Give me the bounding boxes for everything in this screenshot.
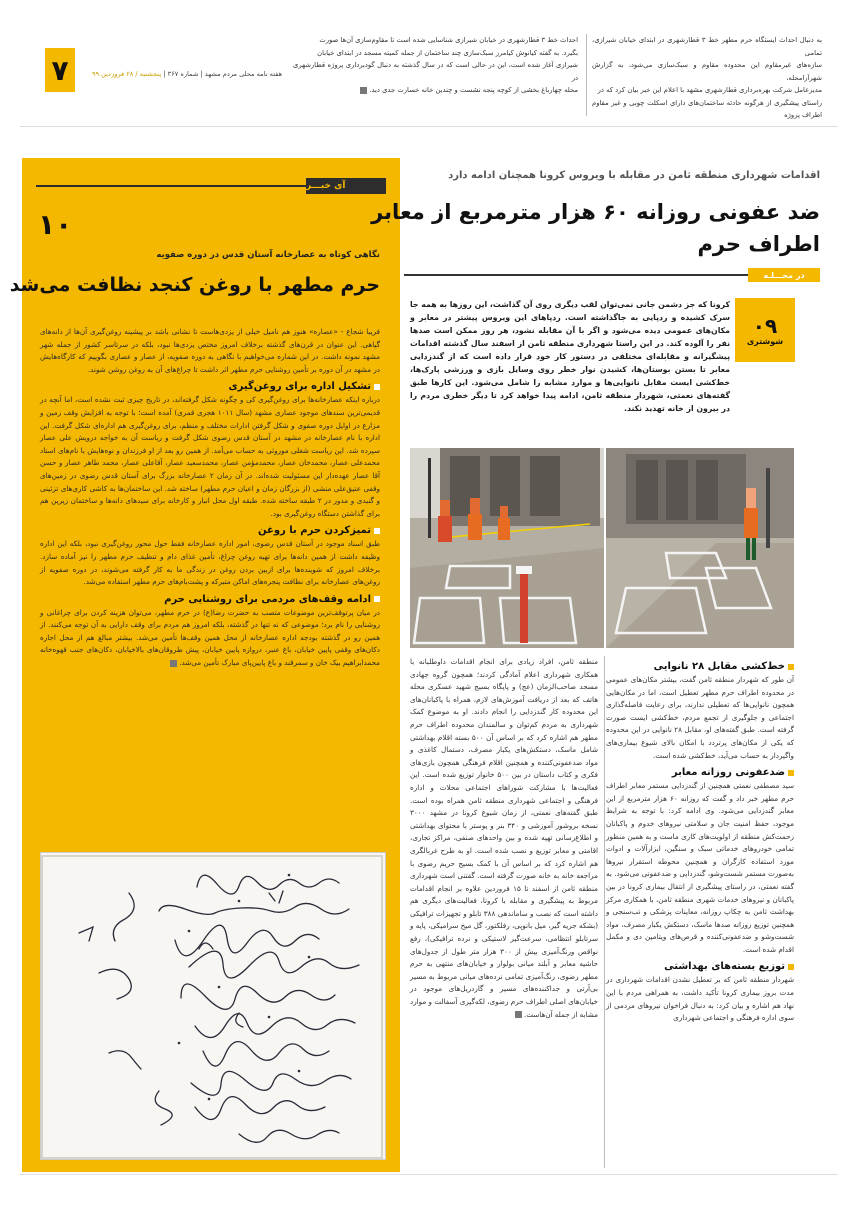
district-name: شوشتری <box>746 336 784 346</box>
handwriting-scribbles <box>40 853 385 1160</box>
bullet-square-icon <box>374 384 380 390</box>
main-lead: کرونا که جز دشمن جانی نمی‌توان لقب دیگری روی آن گذاشت، این روزها به همه جا سرک کشیده و ردپایی به جاگذاشته است. ردپاهای این ویروس پیشتر در معابر و مکان‌های عمومی دیده می‌شود و اگر با آن مقابله نشود، هر روز ممکن است صدها نفر را آلوده کند. در این راستا شهرداری منطقه ثامن از اسفند سال گذشته اقدامات پیشگیرانه و مقابله‌ای مختلفی در دستور کار خود قرار داده است که از گندزدایی معابر تا بستن بوستان‌ها، کشیدن نوار خطر روی وسایل بازی و ورزشی پارک‌ها، خط‌کشی ایست مقابل نانوایی‌ها و موارد مشابه را شامل می‌شود. این کارها طبق گفته‌های نعمتی، شهردار منطقه ثامن، ادامه پیدا خواهد کرد تا دیگر خطری مردم را در بیرون از خانه تهدید نکند. <box>410 300 730 413</box>
side-box-section-text: درباره اینکه عصارخانه‌ها برای روغن‌گیری کی و چگونه شکل گرفته‌اند، در تاریخ چیزی ثبت نشده است، اما آنچه در قدیمی‌ترین سندهای موجود عصاری مشهد (سال ۱۰۱۱ هجری قمری) آمده است؛ با توجه به افزایش وقف زمین و مزارع در اوایل دوره صفوی و شکل گرفتن ادارات مختلف و منظم، برای روغن‌گیری هم اداره‌ای شکل گرفت. این اداره با نام عصارخانه در مشهد در آستان قدس رضوی شکل گرفت و ریاست آن به خواجه درویش علی عصار سپرده شد. این ریاست شغلی موروثی به حساب می‌آمد. از همین رو بعد از او فرزندان و نوه‌هایش با نام‌های استاد محمدعلی عصار، محمدخان عصار، محمدمؤمن عصار، محمدسعید عصار، آقاعلی عصار، محمد طاهر عصار و حسن آقا عصار عهده‌دار این مسئولیت شده‌اند. در آن زمان ۲ عصارخانه بزرگ برای آستان قدس رضوی در زمین‌های وقفی عتیق‌علی منشی (از بزرگان زمان و اعیان حرم مطهر) ساخته شد. این ساختمان‌ها به کاشی کاری‌های تزئینی و گنبدی و مدور در ۲ طبقه ساخته شده. طبقه اول محل انبار و کارخانه برای سیدهای دانه‌ها و ساختمان زیرین هم برای گذاشتن دستگاه روغن‌گیری بود. <box>40 395 380 518</box>
page-number: ۷ <box>51 53 69 87</box>
side-box-section-heading: تشکیل اداره برای روغن‌گیری <box>40 379 380 394</box>
end-mark-icon <box>170 660 177 667</box>
page-header <box>0 0 858 120</box>
side-box-title: حرم مطهر با روغن کنجد نظافت می‌شد <box>9 274 380 296</box>
district-badge <box>735 298 795 362</box>
street-photo-right <box>606 448 794 648</box>
side-box-section-heading: ادامه وقف‌های مردمی برای روشنایی حرم <box>40 592 380 607</box>
issue-line-prefix: هفته نامه محلی مردم مشهد | شماره ۳۶۷ | <box>163 70 282 78</box>
header-col-right <box>592 34 822 122</box>
section-label: در محـــلـه <box>748 268 820 282</box>
bullet-square-icon <box>788 664 794 670</box>
district-number: ۰۹ <box>752 313 778 338</box>
main-section-text: شهردار منطقه ثامن که بر تعطیل نشدن اقدامات شهرداری در مدت بروز بیماری کرونا تأکید داشت، به همراهی مردم با این نهاد هم اشاره و بیان کرد: به دنبال فراخوان نیروهای مردمی از سوی اداره فرهنگی و اجتماعی شهرداری <box>606 975 794 1023</box>
bullet-square-icon <box>788 770 794 776</box>
header-col-left-line: شیرازی آغاز شده است، این در حالی است که در سال گذشته به دنبال گودبرداری پروژه قطارشهری در <box>293 61 578 82</box>
side-box-tag: آی خبـــر <box>306 178 386 194</box>
main-section-heading: خط‌کشی مقابل ۲۸ نانوایی <box>606 659 794 674</box>
header-col-right-line: مدیرعامل شرکت بهره‌برداری قطارشهری مشهد با اعلام این خبر بیان کرد که در <box>597 86 822 94</box>
photo-right <box>606 448 794 648</box>
header-col-left-line: بگیرد. به گفته کیانوش کیامرز سبک‌سازی چند ساختمان از جمله کمیته مسجد در ابتدای خیابان <box>317 48 578 57</box>
main-col-left: منطقه ثامن، افراد زیادی برای انجام اقدامات داوطلبانه با همکاری شهرداری اعلام آمادگی کردند؛ همچون گروه جهادی مسجد صاحب‌الزمان (عج) و پایگاه بسیج شهید عسکری محله هاتف که بعد از دریافت آموزش‌های لازم، همراه با پاکبانان‌های این محدوده کار گندزدایی را انجام دادند. او به موضوع کمک شهرداری به مردم کم‌توان و سالمندان محدوده اطراف حرم مطهر هم اشاره کرد که بر اساس آن ۵۰۰ بسته اقلام بهداشتی شامل ماسک، دستکش‌های یکبار مصرف، دستمال کاغذی و مواد ضدعفونی‌کننده و همچنین اقلام فرهنگی همچون بازی‌های فکری و کتاب داستان در بین ۵۰۰ خانوار توزیع شده است. این فعالیت‌ها با مشارکت شوراهای اجتماعی محلات و اداره فرهنگی و اجتماعی شهرداری منطقه ثامن همراه بوده است. طبق گفته‌های نعمتی، از زمان شیوع کرونا در مشهد ۳۰۰۰ نسخه بروشور آموزشی و ۳۴۰ بنر و پوستر با محتوای بهداشتی و اطلاع‌رسانی تهیه شده و بین واحدهای صنفی، مراکز تجاری، اقامتی و معابر توزیع و نصب شده است. او به طرح غربالگری هم اشاره کرد که بر اساس آن با کمک بسیج حریم رضوی با مراجعه خانه به خانه صورت گرفته است. گفتنی است شهرداری منطقه ثامن از اسفند تا ۱۵ فروردین علاوه بر انجام اقدامات مربوط به پیشگیری و مقابله با کرونا، فعالیت‌های دیگری هم داشته است که نصب و ساماندهی ۳۸۸ تابلو و تجهیزات ترافیکی (بشکه جریه گیر، میل بانوپی، رفلکتور، گل میخ سرامیکی، پایه و سرتابلو انتظامی، سرعت‌گیر لاستیکی و نرده ترافیکی)، رفع نواقص ورنگ‌آمیزی بیش از ۳۰۰ هزار متر طول از جدول‌های حاشیه معابر و آبلند میانی بولوار و خیابان‌های منتهی به حرم مطهر رضوی، رنگ‌آمیزی تمامی نرده‌های میانی مربوط به مسیر بی‌آرتی و جداکننده‌های مسیر و گاردریل‌های موجود در خیابان‌های اصلی اطراف حرم رضوی، لکه‌گیری آسفالت و موارد مشابه از جمله آن‌هاست. <box>410 657 598 1019</box>
end-mark-icon <box>360 87 367 94</box>
main-section-text: سید مصطفی نعمتی همچنین از گندزدایی مستمر معابر اطراف حرم مطهر خبر داد و گفت که روزانه ۶۰ هزار مترمربع از این معابر گندزدایی می‌شود. وی ادامه کرد: با توجه به شرایط موجود، حفظ امنیت جان و سلامتی نیروهای خدوم و پاکبانان زحمت‌کش منطقه از اولویت‌های کاری ماست و به همین منظور تمامی خودروهای خدماتی سبک و سنگین، ابزارآلات و ادوات مورد استفاده کارگران و همچنین محوطه استقرار نیروها به‌صورت مستمر شست‌وشو، گندزدایی و ضدعفونی می‌شود. به گفته نعمتی، در راستای پیشگیری از انتقال بیماری کرونا در بین پاکبانان و نیروهای خدمات شهری منطقه ثامن، با همکاری مرکز بهداشت ثامن به چکاپ روزانه، معاینات پزشکی و تب‌سنجی و همچنین توزیع روزانه صدها ماسک، دستکش یکبار مصرف، مواد شست‌وشو و ضدعفونی‌کننده و قرص‌های ویتامین دی و مکمل اقدام شده است. <box>606 781 794 954</box>
header-divider <box>586 34 587 116</box>
main-col-right <box>606 656 794 1025</box>
header-col-left-line: احداث خط ۳ قطارشهری در خیابان شیرازی شناسایی شده است تا مقاوم‌سازی آن‌ها صورت <box>319 36 578 44</box>
side-box-body <box>40 326 380 670</box>
side-box-section-heading: تمیزکردن حرم با روغن <box>40 523 380 538</box>
header-col-right-line: راستای پیشگیری از هرگونه حادثه ساختمان‌های دارای اسکلت چوبی و غیر مقاوم اطراف پروژه <box>592 98 822 119</box>
street-photo-left <box>410 448 604 648</box>
main-section-heading: توزیع بسته‌های بهداشتی <box>606 959 794 974</box>
photo-left <box>410 448 604 648</box>
header-bottom-rule <box>20 126 838 127</box>
page-bottom-rule <box>20 1174 838 1175</box>
main-title-line1: ضد عفونی روزانه ۶۰ هزار مترمربع از معابر <box>371 200 820 224</box>
bullet-square-icon <box>374 596 380 602</box>
side-box-section-text: طبق اسناد موجود در آستان قدس رضوی، امور اداره عصارخانه فقط حول محور روغن‌گیری نبود، بلکه این اداره وظیفه داشت از همین دانه‌ها برای تهیه روغن چراغ، تأمین غذای دام و تنظیف حرم مطهر را نیز آماده سازد. برخلاف امروز که شوینده‌ها برای ازبین بردن روغن در زندگی ما به کار گرفته می‌شوند، در دوره صفویه از روغن‌های عصارخانه برای نظافت پنجره‌های اماکن متبرکه و پشت‌بام‌های حرم مطهر استفاده می‌شد. <box>40 539 380 587</box>
page-number-box <box>45 48 75 92</box>
header-col-right-line: سازه‌های غیرمقاوم این محدوده مقاوم و سبک‌سازی می‌شود، به گزارش شهرآرامحله، <box>592 61 822 82</box>
bullet-square-icon <box>374 528 380 534</box>
side-box-tag-line <box>36 185 306 187</box>
side-box-section-text: در میان پرتوقف‌ترین موضوعات متصب به حضرت رضا(ع) در حرم مطهر، می‌توان هزینه کردن برای چراغانی و روشنایی را نام برد؛ موضوعی که نه تنها در گذشته، بلکه امروز هم مردم برای وقف دارایی به آن توجه می‌کنند. از همین رو در گذشته بودجه اداره عصارخانه از محل همین وقف‌ها تأمین می‌شد. بیشتر مبالغ هم از محل اجاره دکان‌های وقفی پایین خیابان، باغ عنبر، دروازه پایین خیابان، پیش طروقان‌های بالاخیابان، دکان‌های جنب قهوه‌خانه محمدابراهیم بیک خان و سمرقند و باغ پایین‌پای مبارک تأمین می‌شد. <box>40 607 380 668</box>
main-column-divider <box>604 656 605 1168</box>
side-box-intro: فریبا شجاع - «عصاره» هنوز هم نامیل خیلی از یزدی‌هاست تا نشانی باشد بر پیشینه روغن‌گیری آن‌ها از دانه‌های گیاهی. این عنوان در قرن‌های گذشته برخلاف امروز مختص یزدی‌ها نبود، بلکه در سرتاسر کشور از جمله شهر مشهد نمونه داشت. در این شماره می‌خواهیم با نگاهی به دوره صفویه، از عصار و عصاری بگوییم که کارگاه‌هایش در مشهد در آن دوره بر تأمین روشنایی حرم مطهر اثر داشت تا چراغ‌های آن به روغن روشن شوند. <box>40 327 380 374</box>
header-col-left-line: محله چهارباغ بخشی از کوچه پنجه نشست و چندین خانه خسارت جدی دید. <box>293 84 578 97</box>
bullet-square-icon <box>788 964 794 970</box>
side-box-number: ۱۰ <box>38 208 73 241</box>
main-kicker: اقدامات شهرداری منطقه ثامن در مقابله با ویروس کرونا همچنان ادامه دارد <box>448 170 820 181</box>
handwritten-document-image <box>40 852 386 1160</box>
side-box-kicker: نگاهی کوتاه به عصارخانه آستان قدس در دوره صفویه <box>156 250 380 260</box>
main-section-text: آن طور که شهردار منطقه ثامن گفت، بیشتر مکان‌های عمومی در محدوده اطراف حرم مطهر تعطیل است، اما در مکان‌هایی همچون نانوایی‌ها که تعطیلی ندارند، برای رعایت فاصله‌گذاری اجتماعی و جلوگیری از تجمع مردم، خط‌کشی ایست صورت گرفته است. طبق گفته‌های او، مقابل ۲۸ نانوایی در این محدوده که یکی از مکان‌های پرتردد با امکان بالای شیوع بیماری‌های واگیردار به حساب می‌آید، خط‌کشی شده است. <box>606 675 794 760</box>
main-title-line2: اطراف حرم <box>697 232 820 256</box>
main-section-heading: ضدعفونی روزانه معابر <box>606 765 794 780</box>
side-box <box>9 158 400 1172</box>
end-mark-icon <box>515 1011 522 1018</box>
header-col-left <box>293 34 578 97</box>
issue-line <box>82 70 282 78</box>
header-col-right-line: به دنبال احداث ایستگاه حرم مطهر خط ۳ قطارشهری در ابتدای خیابان شیرازی، تمامی <box>592 36 822 57</box>
issue-date: پنجشنبه / ۲۸ فروردین ۹۹ <box>91 70 162 78</box>
